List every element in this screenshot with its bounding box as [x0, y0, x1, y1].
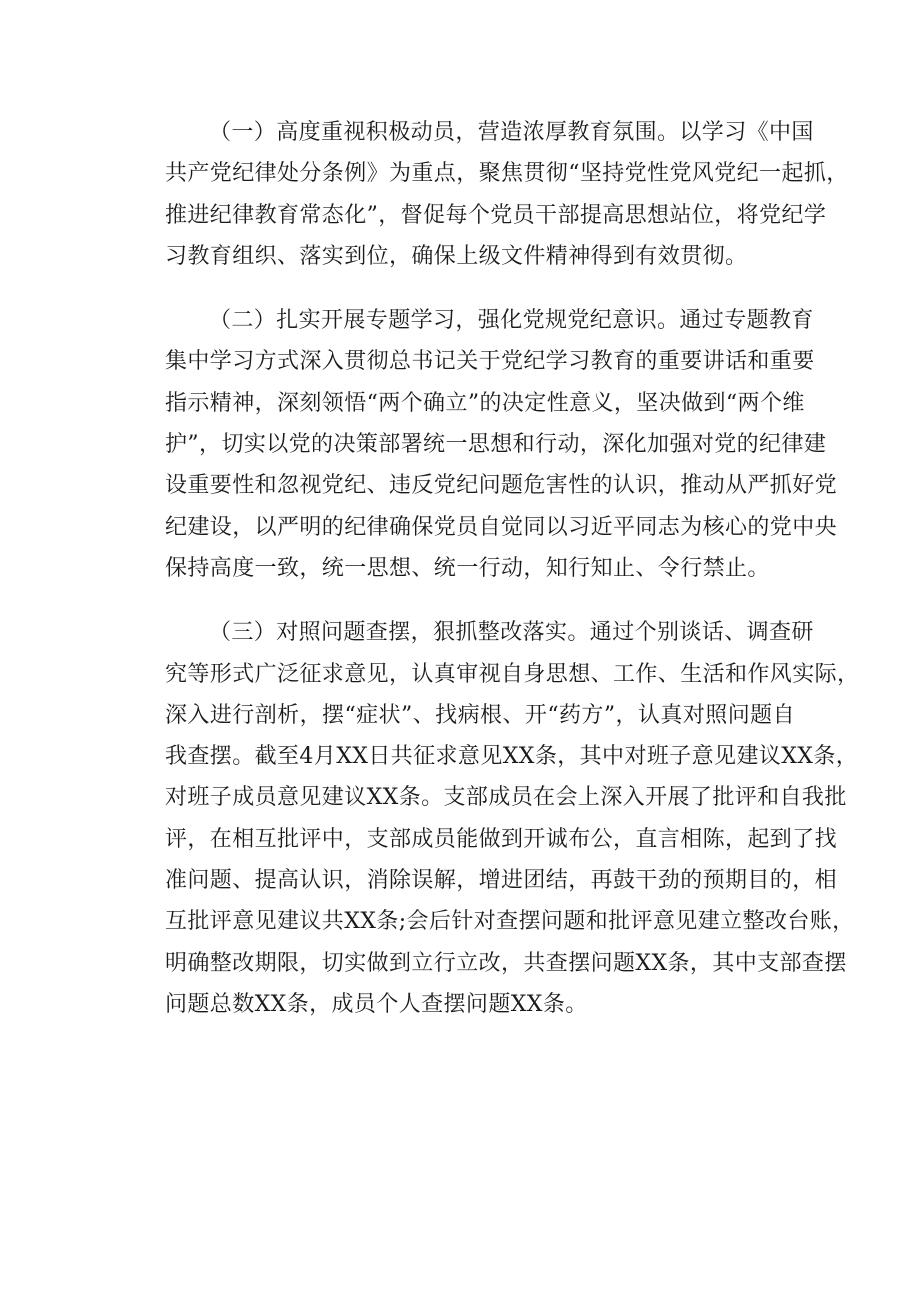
text-line: 共产党纪律处分条例》为重点，聚焦贯彻“坚持党性党风党纪一起抓， [165, 161, 849, 187]
text-line: 纪建设，以严明的纪律确保党员自觉同以习近平同志为核心的党中央 [165, 514, 838, 540]
text-line: 保持高度一致，统一思想、统一行动，知行知止、令行禁止。 [165, 555, 770, 581]
text-line: 问题总数XX条，成员个人查摆问题XX条。 [165, 991, 588, 1017]
text-line: （二）扎实开展专题学习，强化党规党纪意识。通过专题教育 [209, 308, 814, 334]
document-body [165, 112, 860, 1025]
text-line: 集中学习方式深入贯彻总书记关于党纪学习教育的重要讲话和重要 [165, 349, 815, 375]
text-line: 习教育组织、落实到位，确保上级文件精神得到有效贯彻。 [165, 243, 748, 269]
text-line: 评，在相互批评中，支部成员能做到开诚布公，直言相陈，起到了找 [165, 826, 838, 852]
text-line: 护”，切实以党的决策部署统一思想和行动，深化加强对党的纪律建 [165, 432, 827, 458]
text-line: 究等形式广泛征求意见，认真审视自身思想、工作、生活和作风实际， [165, 661, 860, 687]
text-line: 指示精神，深刻领悟“两个确立”的决定性意义，坚决做到“两个维 [165, 390, 805, 416]
text-line: 互批评意见建议共XX条;会后针对查摆问题和批评意见建立整改台账， [165, 909, 855, 935]
text-line: 准问题、提高认识，消除误解，增进团结，再鼓干劲的预期目的，相 [165, 868, 838, 894]
text-line: 对班子成员意见建议XX条。支部成员在会上深入开展了批评和自我批 [165, 785, 847, 811]
text-line: 设重要性和忽视党纪、违反党纪问题危害性的认识，推动从严抓好党 [165, 473, 838, 499]
paragraph-2 [165, 300, 838, 589]
text-line: 深入进行剖析，摆“症状”、找病根、开“药方”，认真对照问题自 [165, 702, 795, 728]
text-line: 明确整改期限，切实做到立行立改，共查摆问题XX条，其中支部查摆 [165, 950, 847, 976]
paragraph-3 [165, 612, 860, 1025]
text-line: （三）对照问题查摆，狠抓整改落实。通过个别谈话、调查研 [209, 620, 814, 646]
text-line: （一）高度重视积极动员，营造浓厚教育氛围。以学习《中国 [209, 120, 814, 145]
text-line: 推进纪律教育常态化”，督促每个党员干部提高思想站位，将党纪学 [165, 202, 827, 228]
text-line: 我查摆。截至4月XX日共征求意见XX条，其中对班子意见建议XX条， [165, 744, 859, 770]
paragraph-1 [165, 112, 849, 277]
